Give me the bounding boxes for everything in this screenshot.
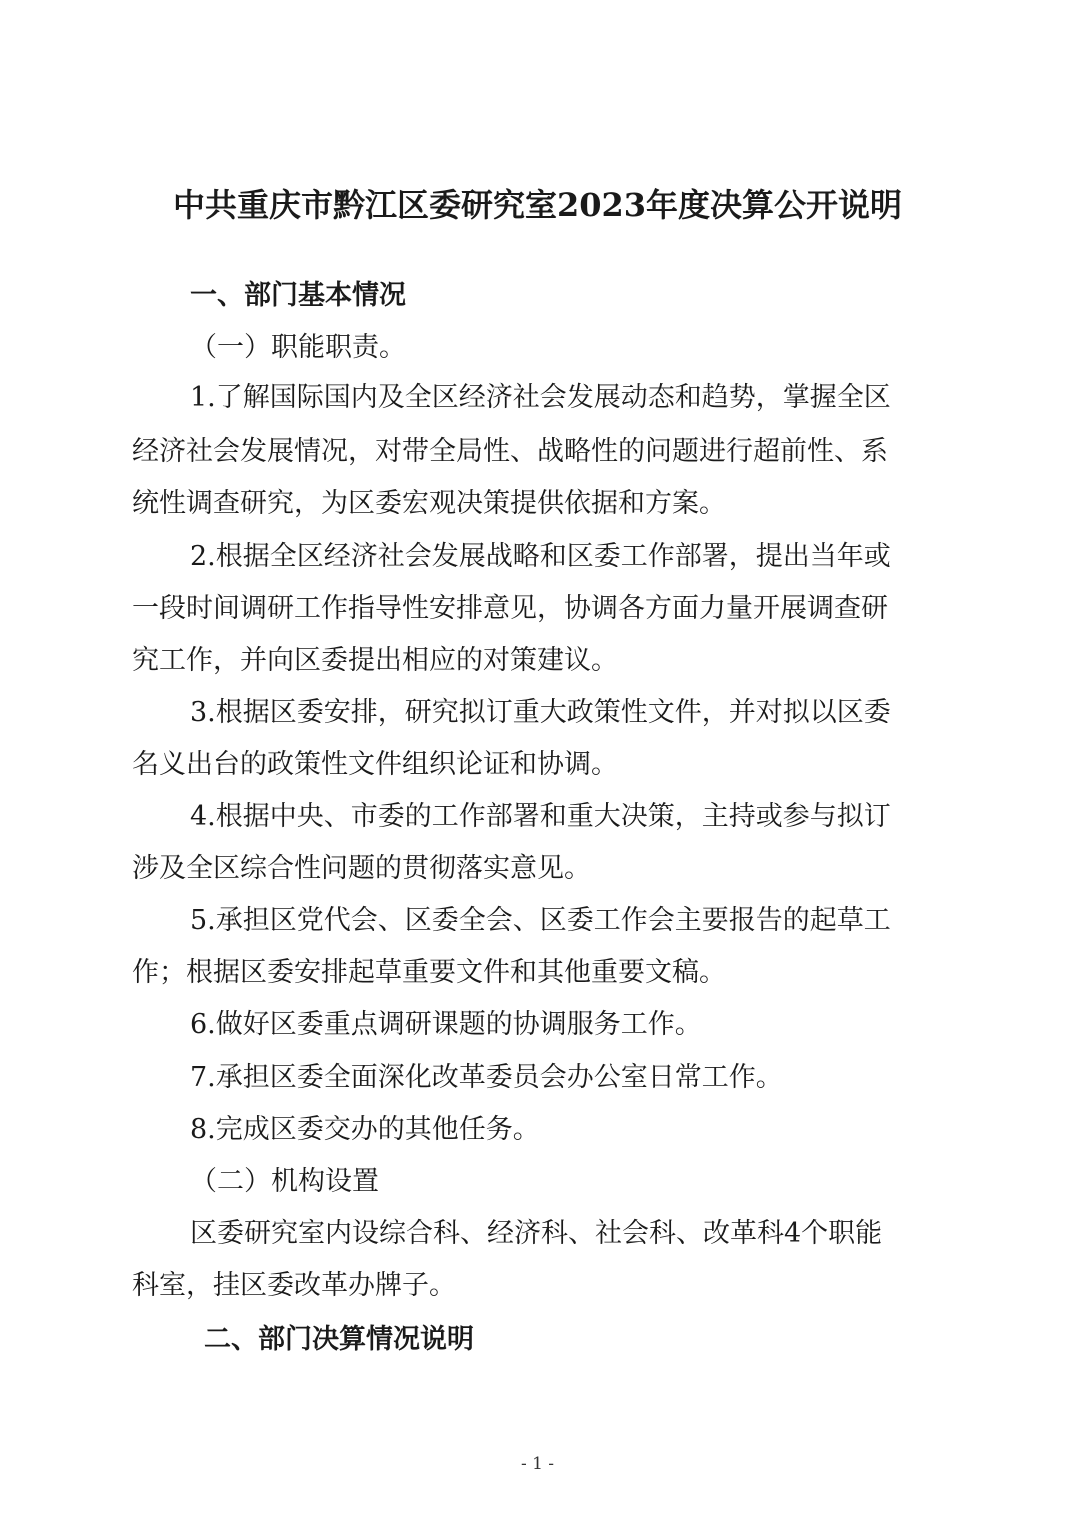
item-2-line-3: 究工作，并向区委提出相应的对策建议。 xyxy=(132,645,618,676)
org-line-2: 科室，挂区委改革办牌子。 xyxy=(132,1270,456,1301)
item-1-line-1 xyxy=(190,378,935,418)
document-title xyxy=(0,183,1075,227)
page-number: - 1 - xyxy=(520,1454,555,1474)
item-1-line-3: 统性调查研究，为区委宏观决策提供依据和方案。 xyxy=(132,488,726,519)
item-2-line-2: 一段时间调研工作指导性安排意见，协调各方面力量开展调查研 xyxy=(132,593,888,624)
item-3-line-1: 3.根据区委安排，研究拟订重大政策性文件，并对拟以区委 xyxy=(190,697,891,728)
item-3-line-2: 名义出台的政策性文件组织论证和协调。 xyxy=(132,749,618,780)
item-4-line-1: 4.根据中央、市委的工作部署和重大决策，主持或参与拟订 xyxy=(190,801,891,832)
subsection-heading-organization: （二）机构设置 xyxy=(190,1166,379,1197)
item-2-line-1: 2.根据全区经济社会发展战略和区委工作部署，提出当年或 xyxy=(190,541,891,572)
document-title-text: 中共重庆市黔江区委研究室2023年度决算公开说明 xyxy=(172,186,903,224)
subsection-heading-functions: （一）职能职责。 xyxy=(190,332,406,363)
item-5-line-1: 5.承担区党代会、区委全会、区委工作会主要报告的起草工 xyxy=(190,905,891,936)
section-heading-final-accounts: 二、部门决算情况说明 xyxy=(204,1324,474,1355)
org-line-1: 区委研究室内设综合科、经济科、社会科、改革科4个职能 xyxy=(190,1218,883,1249)
item-8-line-1: 8.完成区委交办的其他任务。 xyxy=(190,1114,540,1145)
item-4-line-2: 涉及全区综合性问题的贯彻落实意见。 xyxy=(132,853,591,884)
item-5-line-2: 作；根据区委安排起草重要文件和其他重要文稿。 xyxy=(132,957,726,988)
section-heading-basic-info: 一、部门基本情况 xyxy=(190,280,406,311)
item-7-line-1: 7.承担区委全面深化改革委员会办公室日常工作。 xyxy=(190,1062,783,1093)
item-6-line-1: 6.做好区委重点调研课题的协调服务工作。 xyxy=(190,1009,702,1040)
item-1-line-2: 经济社会发展情况，对带全局性、战略性的问题进行超前性、系 xyxy=(132,436,888,467)
item-text: 1.了解国际国内及全区经济社会发展动态和趋势，掌握全区 xyxy=(190,382,891,413)
